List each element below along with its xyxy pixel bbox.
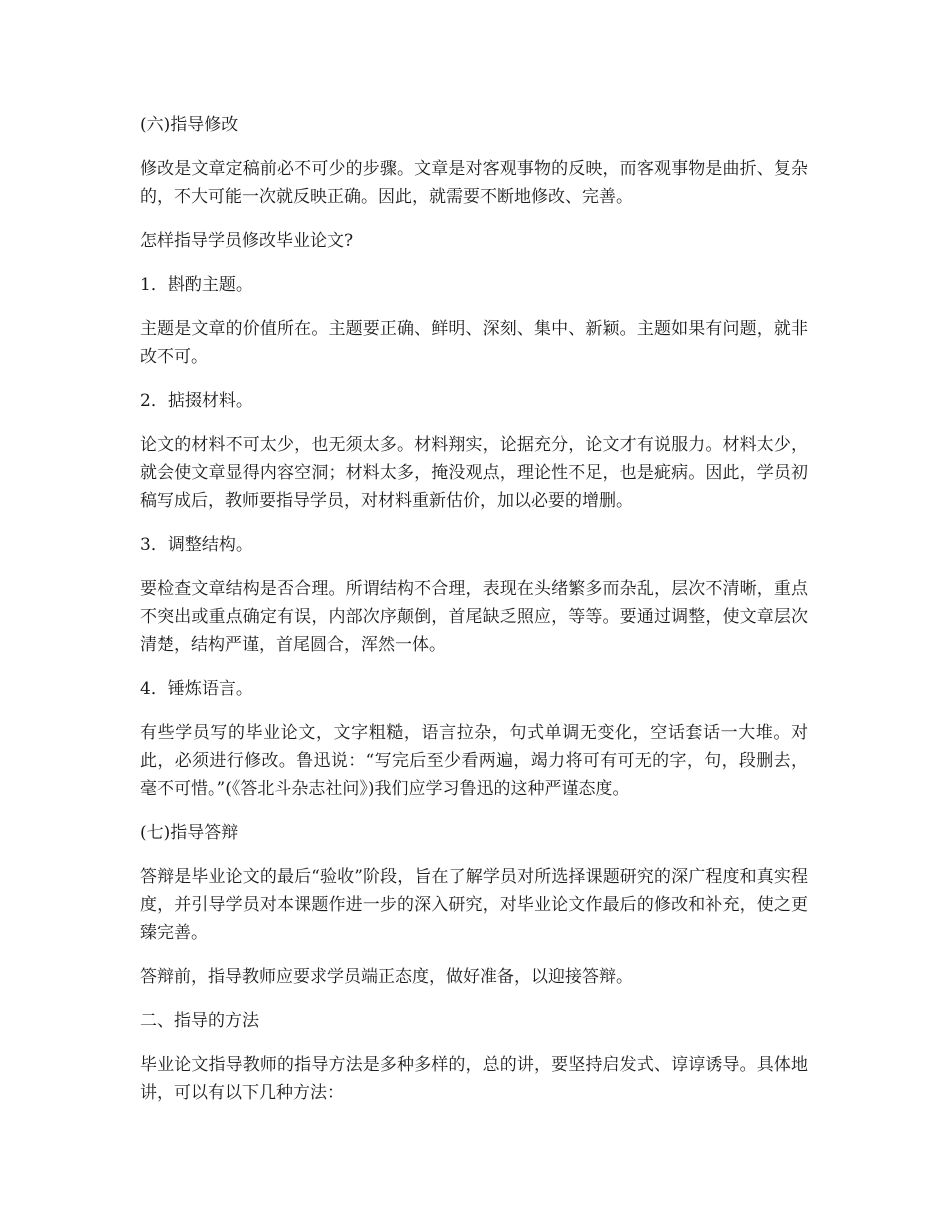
section-heading-methods: 二、指导的方法: [140, 1011, 259, 1031]
paragraph: 修改是文章定稿前必不可少的步骤。文章是对客观事物的反映，而客观事物是曲折、复杂的，不大可能一次就反映正确。因此，就需要不断地修改、完善。: [140, 159, 808, 207]
paragraph: 论文的材料不可太少，也无须太多。材料翔实，论据充分，论文才有说服力。材料太少，就会使文章显得内容空洞；材料太多，掩没观点，理论性不足，也是疵病。因此，学员初稿写成后，教师要指导学员，对材料重新估价，加以必要的增删。: [140, 435, 808, 511]
paragraph: 毕业论文指导教师的指导方法是多种多样的，总的讲，要坚持启发式、谆谆诱导。具体地讲，可以有以下几种方法：: [140, 1055, 808, 1103]
section-heading-guide-revision: (六)指导修改: [140, 115, 239, 135]
paragraph: 主题是文章的价值所在。主题要正确、鲜明、深刻、集中、新颖。主题如果有问题，就非改不可。: [140, 319, 808, 367]
paragraph: 要检查文章结构是否合理。所谓结构不合理，表现在头绪繁多而杂乱，层次不清晰，重点不突出或重点确定有误，内部次序颠倒，首尾缺乏照应，等等。要通过调整，使文章层次清楚，结构严谨，首尾圆合，浑然一体。: [140, 579, 808, 655]
paragraph: 答辩前，指导教师应要求学员端正态度，做好准备，以迎接答辩。: [140, 967, 633, 987]
list-heading-structure: 3．调整结构。: [140, 535, 253, 555]
paragraph: 答辩是毕业论文的最后“验收”阶段，旨在了解学员对所选择课题研究的深广程度和真实程度，并引导学员对本课题作进一步的深入研究，对毕业论文作最后的修改和补充，使之更臻完善。: [140, 867, 808, 943]
section-heading-guide-defense: (七)指导答辩: [140, 823, 239, 843]
paragraph: 有些学员写的毕业论文，文字粗糙，语言拉杂，句式单调无变化，空话套话一大堆。对此，必须进行修改。鲁迅说：“写完后至少看两遍，竭力将可有可无的字，句，段删去，毫不可惜。”(《答北斗杂志社问》)我们应学习鲁迅的这种严谨态度。: [140, 723, 808, 799]
document-page: [140, 111, 808, 1123]
list-heading-language: 4．锤炼语言。: [140, 679, 253, 699]
paragraph: 怎样指导学员修改毕业论文?: [140, 231, 354, 251]
list-heading-material: 2．掂掇材料。: [140, 391, 253, 411]
list-heading-theme: 1．斟酌主题。: [140, 275, 253, 295]
